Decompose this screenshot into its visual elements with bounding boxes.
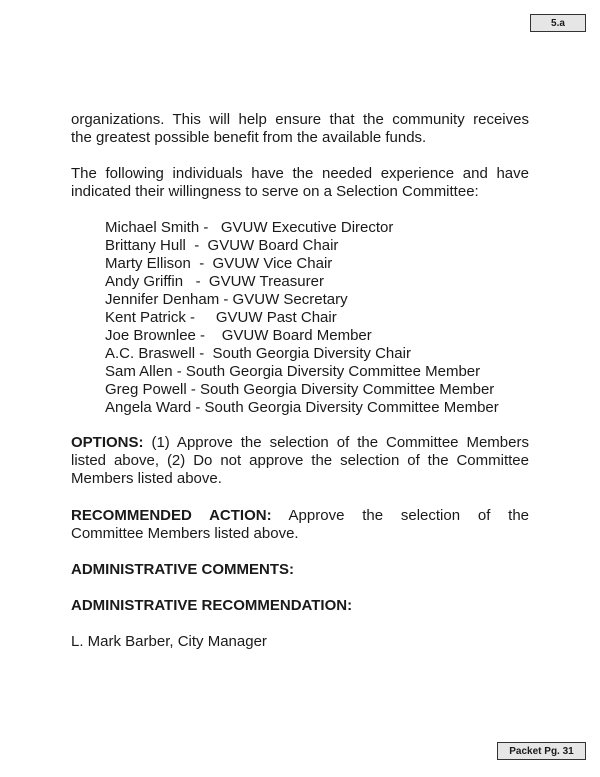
recommended-action-line-1: [71, 507, 529, 525]
list-item: Michael Smith - GVUW Executive Director: [105, 219, 394, 236]
options-text-1: (1) Approve the selection of the Committee Members: [143, 434, 529, 451]
administrative-comments-heading: ADMINISTRATIVE COMMENTS:: [71, 561, 295, 578]
list-item: Greg Powell - South Georgia Diversity Committee Member: [105, 381, 495, 398]
options-line-3: Members listed above.: [71, 470, 222, 487]
list-item: Marty Ellison - GVUW Vice Chair: [105, 255, 333, 272]
list-item: Angela Ward - South Georgia Diversity Committee Member: [105, 399, 499, 416]
list-item: Andy Griffin - GVUW Treasurer: [105, 273, 324, 290]
item-number-tag: 5.a: [530, 14, 586, 32]
recommended-action-line-2: Committee Members listed above.: [71, 525, 299, 542]
intro-paragraph: [71, 111, 529, 147]
options-paragraph: [71, 434, 529, 488]
options-line-2: listed above, (2) Do not approve the selection of the Committee: [71, 452, 529, 469]
committee-member-list: [105, 219, 499, 417]
options-line-1: [71, 434, 529, 452]
recommended-action-label: RECOMMENDED ACTION:: [71, 507, 272, 524]
list-item: A.C. Braswell - South Georgia Diversity Chair: [105, 345, 411, 362]
committee-intro-paragraph: [71, 165, 529, 201]
recommended-action-text-1: Approve the selection of the: [271, 507, 530, 524]
committee-intro-line-2: indicated their willingness to serve on a Selection Committee:: [71, 183, 479, 200]
list-item: Sam Allen - South Georgia Diversity Committee Member: [105, 363, 481, 380]
recommended-action-paragraph: [71, 507, 529, 543]
committee-intro-line-1: The following individuals have the needed experience and have: [71, 165, 529, 182]
list-item: Kent Patrick - GVUW Past Chair: [105, 309, 337, 326]
intro-line-1: organizations. This will help ensure that the community receives: [71, 111, 529, 128]
signature-line: L. Mark Barber, City Manager: [71, 633, 267, 650]
packet-page-tag: Packet Pg. 31: [497, 742, 586, 760]
intro-line-2: the greatest possible benefit from the available funds.: [71, 129, 427, 146]
list-item: Brittany Hull - GVUW Board Chair: [105, 237, 339, 254]
list-item: Jennifer Denham - GVUW Secretary: [105, 291, 348, 308]
options-label: OPTIONS:: [71, 434, 144, 451]
administrative-recommendation-heading: ADMINISTRATIVE RECOMMENDATION:: [71, 597, 353, 614]
list-item: Joe Brownlee - GVUW Board Member: [105, 327, 372, 344]
